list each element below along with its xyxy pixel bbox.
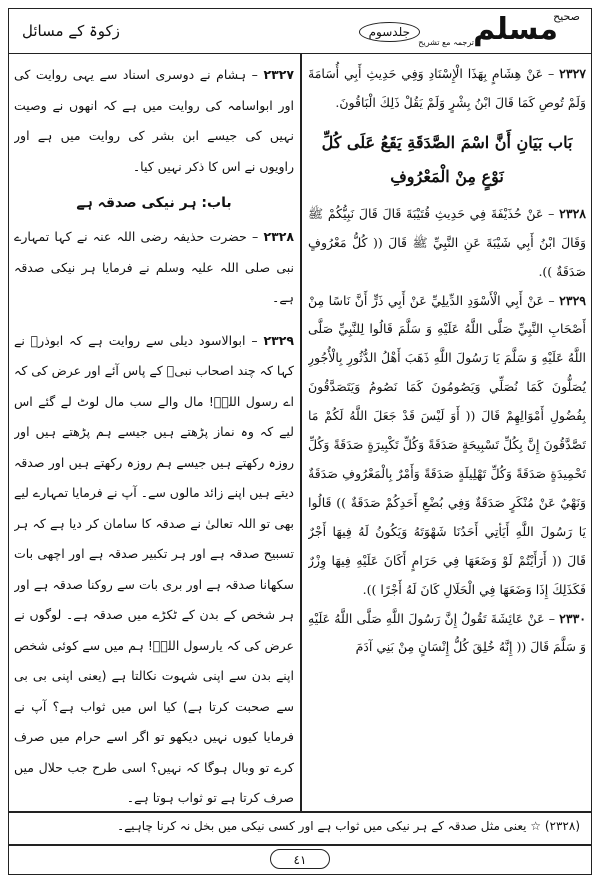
book-title: مسلم — [473, 12, 558, 47]
hadith-2330-arabic: ٢٣٣٠ – عَنْ عَائِشَةَ تَقُولُ إِنَّ رَسُولَ اللَّهِ صَلَّى اللَّهُ عَلَيْهِ وَ سَلَّمَ قَالَ (( إِنَّهُ خُلِقَ كُلُّ إِنْسَانٍ مِنْ بَنِي آدَمَ — [308, 610, 586, 655]
hadith-number: ٢٣٢٩ — [263, 332, 294, 348]
page-number: ٤١ — [270, 849, 330, 869]
hadith-2328-urdu: ٢٣٢٨ – حضرت حذیفہ رضی اللہ عنہ نے کہا تمہارے نبی صلی اللہ علیہ وسلم نے فرمایا ہر نیکی صدقہ ہے۔ — [14, 229, 294, 305]
spacer — [14, 314, 294, 326]
footnote-divider — [8, 811, 592, 813]
book-prefix: صحیح — [553, 10, 580, 23]
hadith-number: ٢٣٢٨ — [263, 229, 294, 244]
column-divider — [300, 54, 302, 811]
hadith-text: ابوالاسود دیلی سے روایت ہے کہ ابوذرؓ نے کہا کہ چند اصحاب نبیؐ کے پاس آئے اور عرض کی کہ اے رسول اللہؐ! مال والے سب مال لوٹ لے گئے اس لیے کہ وہ نماز پڑھتے ہیں جیسے ہم پڑھتے ہیں اور روزہ رکھتے ہیں جیسے ہم روزہ رکھتے ہیں اور صدقہ دیتے ہیں اپنے زائد مالوں سے۔ آپ نے فرمایا تمہارے لیے بھی تو اللہ تعالیٰ نے صدقہ کا سامان کر دیا ہے کہ ہر تسبیح صدقہ ہے اور ہر تکبیر صدقہ ہے اور اچھی بات سکھانا صدقہ ہے اور بری بات سے روکنا صدقہ ہے اور ہر شخص کے بدن کے ٹکڑے میں صدقہ ہے۔ لوگوں نے عرض کی کہ یارسول اللہؐ! ہم میں سے کوئی شخص اپنے بدن سے اپنی شہوت نکالتا ہے (یعنی اپنی بی بی سے صحبت کرتا ہے) کیا اس میں ثواب ہے؟ آپ نے فرمایا کیوں نہیں دیکھو تو اگر اسے حرام میں صرف کرے تو وبال ہوگا کہ نہیں؟ اسی طرح جب حلال میں صرف کرتا ہے تو ثواب ہوتا ہے۔ — [14, 332, 294, 805]
volume-badge: جلدسوم — [359, 22, 420, 42]
hadith-2327-arabic: ٢٣٢٧ – عَنْ هِشَامٍ بِهَذَا الْإِسْنَادِ وَفِي حَدِيثِ أَبِي أُسَامَةَ وَلَمْ تُوصِ كَمَا قَالَ ابْنُ بِشْرٍ وَلَمْ يَقُلْ ذَلِكَ الْبَاقُونَ. — [308, 66, 586, 110]
section-title: زکوۃ کے مسائل — [22, 22, 120, 40]
chapter-heading-arabic: بَاب بَيَانِ أَنَّ اسْمَ الصَّدَقَةِ يَقَعُ عَلَى كُلِّ نَوْعٍ مِنْ الْمَعْرُوفِ — [321, 132, 573, 186]
arabic-column — [308, 60, 586, 808]
hadith-number: ٢٣٣٠ — [559, 610, 586, 626]
book-subtitle: ترجمہ مع تشریح — [418, 38, 474, 47]
hadith-2329-arabic: ٢٣٢٩ – عَنْ أَبِي الْأَسْوَدِ الدِّيلِيِّ عَنْ أَبِي ذَرٍّ أَنَّ نَاسًا مِنْ أَصْحَابِ النَّبِيِّ صَلَّى اللَّهُ عَلَيْهِ وَ سَلَّمَ قَالُوا لِلنَّبِيِّ صَلَّى اللَّهُ عَلَيْهِ وَ سَلَّمَ يَا رَسُولَ اللَّهِ ذَهَبَ أَهْلُ الدُّثُورِ بِالْأُجُورِ يُصَلُّونَ كَمَا نُصَلِّي وَيَصُومُونَ كَمَا نَصُومُ وَيَتَصَدَّقُونَ بِفُضُولِ أَمْوَالِهِمْ قَالَ (( أَوَ لَيْسَ قَدْ جَعَلَ اللَّهُ لَكُمْ مَا تَصَّدَّقُونَ إِنَّ بِكُلِّ تَسْبِيحَةٍ صَدَقَةً وَكُلِّ تَكْبِيرَةٍ صَدَقَةً وَكُلِّ تَحْمِيدَةٍ صَدَقَةً وَكُلِّ تَهْلِيلَةٍ صَدَقَةً وَأَمْرٌ بِالْمَعْرُوفِ صَدَقَةٌ وَنَهْيٌ عَنْ مُنْكَرٍ صَدَقَةٌ وَفِي بُضْعِ أَحَدِكُمْ صَدَقَةٌ )) قَالُوا يَا رَسُولَ اللَّهِ أَيَأتِي أَحَدُنَا شَهْوَتَهُ وَيَكُونُ لَهُ فِيهَا أَجْرٌ قَالَ (( أَرَأَيْتُمْ لَوْ وَضَعَهَا فِي حَرَامٍ أَكَانَ عَلَيْهِ فِيهَا وِزْرٌ فَكَذَلِكَ إِذَا وَضَعَهَا فِي الْحَلَالِ كَانَ لَهُ أَجْرًا )). — [308, 292, 586, 597]
hadith-number: ٢٣٢٩ — [559, 292, 586, 308]
page-footer-divider — [8, 844, 592, 846]
hadith-number: ٢٣٢٧ — [559, 66, 586, 81]
chapter-heading-urdu: باب: ہر نیکی صدقہ ہے — [76, 195, 232, 211]
hadith-text: عَنْ حُذَيْفَةَ فِي حَدِيثِ قُتَيْبَةَ قَالَ قَالَ نَبِيُّكُمْ ﷺ وَقَالَ ابْنُ أَبِي شَيْبَةَ عَنِ النَّبِيِّ ﷺ قَالَ (( كُلُّ مَعْرُوفٍ صَدَقَةٌ )). — [308, 205, 586, 279]
page-header — [8, 8, 592, 54]
hadith-text: عَنْ أَبِي الْأَسْوَدِ الدِّيلِيِّ عَنْ أَبِي ذَرٍّ أَنَّ نَاسًا مِنْ أَصْحَابِ النَّبِيِّ صَلَّى اللَّهُ عَلَيْهِ وَ سَلَّمَ قَالُوا لِلنَّبِيِّ صَلَّى اللَّهُ عَلَيْهِ وَ سَلَّمَ يَا رَسُولَ اللَّهِ ذَهَبَ أَهْلُ الدُّثُورِ بِالْأُجُورِ يُصَلُّونَ كَمَا نُصَلِّي وَيَصُومُونَ كَمَا نَصُومُ وَيَتَصَدَّقُونَ بِفُضُولِ أَمْوَالِهِمْ قَالَ (( أَوَ لَيْسَ قَدْ جَعَلَ اللَّهُ لَكُمْ مَا تَصَّدَّقُونَ إِنَّ بِكُلِّ تَسْبِيحَةٍ صَدَقَةً وَكُلِّ تَكْبِيرَةٍ صَدَقَةً وَكُلِّ تَحْمِيدَةٍ صَدَقَةً وَكُلِّ تَهْلِيلَةٍ صَدَقَةً وَأَمْرٌ بِالْمَعْرُوفِ صَدَقَةٌ وَنَهْيٌ عَنْ مُنْكَرٍ صَدَقَةٌ وَفِي بُضْعِ أَحَدِكُمْ صَدَقَةٌ )) قَالُوا يَا رَسُولَ اللَّهِ أَيَأتِي أَحَدُنَا شَهْوَتَهُ وَيَكُونُ لَهُ فِيهَا أَجْرٌ قَالَ (( أَرَأَيْتُمْ لَوْ وَضَعَهَا فِي حَرَامٍ أَكَانَ عَلَيْهِ فِيهَا وِزْرٌ فَكَذَلِكَ إِذَا وَضَعَهَا فِي الْحَلَالِ كَانَ لَهُ أَجْرًا )). — [308, 292, 586, 597]
footnote: (٢٣٢٨) ☆ یعنی مثل صدقہ کے ہر نیکی میں ثواب ہے اور کسی نیکی میں بخل نہ کرنا چاہیے۔ — [117, 819, 580, 833]
hadith-text: عَنْ عَائِشَةَ تَقُولُ إِنَّ رَسُولَ اللَّهِ صَلَّى اللَّهُ عَلَيْهِ وَ سَلَّمَ قَالَ (( إِنَّهُ خُلِقَ كُلُّ إِنْسَانٍ مِنْ بَنِي آدَمَ — [308, 610, 586, 655]
hadith-number: ٢٣٢٧ — [263, 67, 294, 82]
hadith-2329-urdu: ٢٣٢٩ – ابوالاسود دیلی سے روایت ہے کہ ابوذرؓ نے کہا کہ چند اصحاب نبیؐ کے پاس آئے اور عرض کی کہ اے رسول اللہؐ! مال والے سب مال لوٹ لے گئے اس لیے کہ وہ نماز پڑھتے ہیں جیسے ہم پڑھتے ہیں اور روزہ رکھتے ہیں جیسے ہم روزہ رکھتے ہیں اور صدقہ دیتے ہیں اپنے زائد مالوں سے۔ آپ نے فرمایا تمہارے لیے بھی تو اللہ تعالیٰ نے صدقہ کا سامان کر دیا ہے کہ ہر تسبیح صدقہ ہے اور ہر تکبیر صدقہ ہے اور اچھی بات سکھانا صدقہ ہے اور بری بات سے روکنا صدقہ ہے اور ہر شخص کے بدن کے ٹکڑے میں صدقہ ہے۔ لوگوں نے عرض کی کہ یارسول اللہؐ! ہم میں سے کوئی شخص اپنے بدن سے اپنی شہوت نکالتا ہے (یعنی اپنی بی بی سے صحبت کرتا ہے) کیا اس میں ثواب ہے؟ آپ نے فرمایا کیوں نہیں دیکھو تو اگر اسے حرام میں صرف کرے تو وبال ہوگا کہ نہیں؟ اسی طرح جب حلال میں صرف کرتا ہے تو ثواب ہوتا ہے۔ — [14, 332, 294, 805]
hadith-2328-arabic: ٢٣٢٨ – عَنْ حُذَيْفَةَ فِي حَدِيثِ قُتَيْبَةَ قَالَ قَالَ نَبِيُّكُمْ ﷺ وَقَالَ ابْنُ أَبِي شَيْبَةَ عَنِ النَّبِيِّ ﷺ قَالَ (( كُلُّ مَعْرُوفٍ صَدَقَةٌ )). — [308, 205, 586, 279]
hadith-2327-urdu: ٢٣٢٧ – ہشام نے دوسری اسناد سے یہی روایت کی اور ابواسامہ کی روایت میں ہے کہ انھوں نے وصیت نہیں کی جیسے ابن بشر کی روایت میں ہے اور راویوں نے اس کا ذکر نہیں کیا۔ — [14, 67, 294, 174]
urdu-column — [14, 60, 294, 808]
hadith-text: حضرت حذیفہ رضی اللہ عنہ نے کہا تمہارے نبی صلی اللہ علیہ وسلم نے فرمایا ہر نیکی صدقہ ہے۔ — [14, 229, 294, 305]
hadith-text: عَنْ هِشَامٍ بِهَذَا الْإِسْنَادِ وَفِي حَدِيثِ أَبِي أُسَامَةَ وَلَمْ تُوصِ كَمَا قَالَ ابْنُ بِشْرٍ وَلَمْ يَقُلْ ذَلِكَ الْبَاقُونَ. — [308, 66, 586, 110]
hadith-number: ٢٣٢٨ — [559, 205, 586, 221]
hadith-text: ہشام نے دوسری اسناد سے یہی روایت کی اور ابواسامہ کی روایت میں ہے کہ انھوں نے وصیت نہیں کی جیسے ابن بشر کی روایت میں ہے اور راویوں نے اس کا ذکر نہیں کیا۔ — [14, 67, 294, 174]
